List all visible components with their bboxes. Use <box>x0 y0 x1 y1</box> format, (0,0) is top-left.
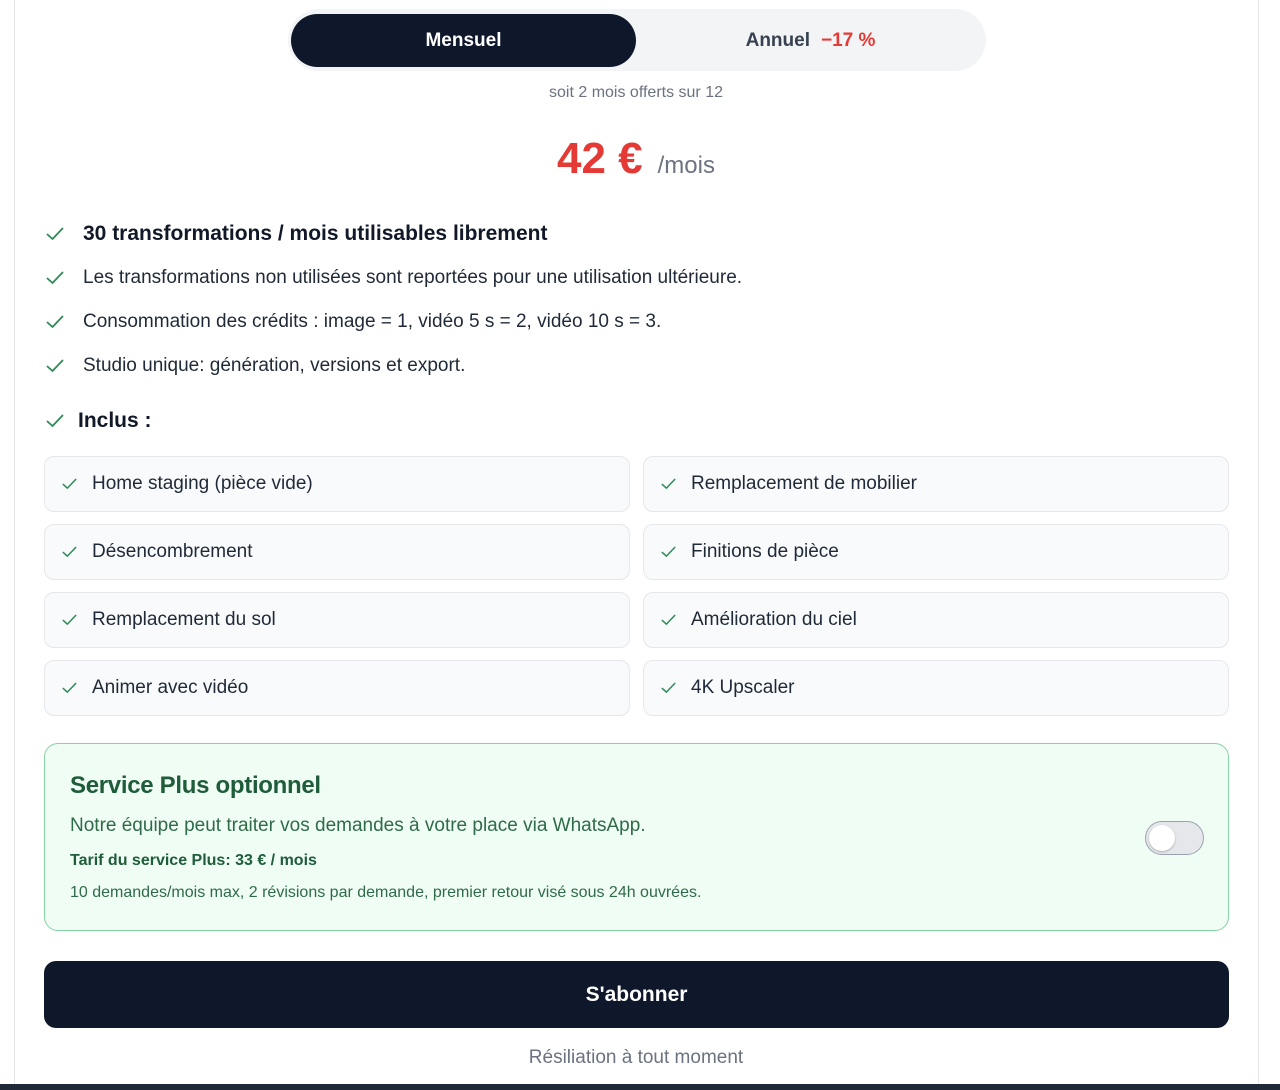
included-item <box>44 592 630 648</box>
included-title: Inclus : <box>78 409 152 432</box>
feature-text: Les transformations non utilisées sont reportées pour une utilisation ultérieure. <box>83 267 743 288</box>
included-item <box>44 456 630 512</box>
cancel-note: Résiliation à tout moment <box>528 1047 744 1068</box>
check-icon <box>46 227 83 241</box>
subscribe-button[interactable] <box>44 961 1229 1028</box>
monthly-option[interactable] <box>291 14 636 67</box>
billing-toggle <box>288 9 986 71</box>
included-item-label: 4K Upscaler <box>691 677 795 698</box>
feature-text: Consommation des crédits : image = 1, vidéo 5 s = 2, vidéo 10 s = 3. <box>83 311 662 332</box>
service-plus-limits: 10 demandes/mois max, 2 révisions par demande, premier retour visé sous 24h ouvrées. <box>70 884 702 901</box>
included-item-label: Amélioration du ciel <box>691 609 857 630</box>
monthly-label: Mensuel <box>425 29 502 51</box>
feature-item <box>46 256 1196 300</box>
check-icon <box>62 478 92 490</box>
service-plus-price: Tarif du service Plus: 33 € / mois <box>70 852 317 869</box>
included-item <box>643 660 1229 716</box>
included-item-label: Home staging (pièce vide) <box>92 473 313 494</box>
subscribe-label: S'abonner <box>585 982 688 1006</box>
included-item-label: Finitions de pièce <box>691 541 839 562</box>
included-heading <box>46 409 152 433</box>
included-item-label: Désencombrement <box>92 541 253 562</box>
toggle-knob <box>1149 825 1175 851</box>
check-icon <box>661 682 691 694</box>
feature-item <box>46 300 1196 344</box>
feature-text: Studio unique: génération, versions et export. <box>83 355 466 376</box>
included-grid <box>44 456 1229 716</box>
price <box>0 134 1272 184</box>
check-icon <box>661 614 691 626</box>
feature-item <box>46 212 1196 256</box>
price-period: /mois <box>657 152 715 179</box>
check-icon <box>62 682 92 694</box>
check-icon <box>46 315 83 329</box>
price-amount: 42 € <box>557 134 643 183</box>
annual-discount-badge: −17 % <box>820 29 876 51</box>
service-plus-panel <box>44 743 1229 931</box>
feature-item <box>46 344 1196 388</box>
check-icon <box>46 414 78 428</box>
included-item <box>643 524 1229 580</box>
savings-note: soit 2 mois offerts sur 12 <box>549 84 723 101</box>
service-plus-toggle[interactable] <box>1145 821 1204 855</box>
included-item <box>643 456 1229 512</box>
check-icon <box>46 271 83 285</box>
included-item <box>643 592 1229 648</box>
check-icon <box>661 546 691 558</box>
included-item <box>44 660 630 716</box>
feature-list <box>46 212 1196 388</box>
check-icon <box>62 614 92 626</box>
feature-text: 30 transformations / mois utilisables librement <box>83 222 548 245</box>
included-item <box>44 524 630 580</box>
check-icon <box>661 478 691 490</box>
bottom-edge <box>0 1084 1280 1090</box>
check-icon <box>46 359 83 373</box>
annual-option[interactable] <box>638 14 983 67</box>
included-item-label: Remplacement de mobilier <box>691 473 917 494</box>
included-item-label: Animer avec vidéo <box>92 677 249 698</box>
check-icon <box>62 546 92 558</box>
service-plus-title: Service Plus optionnel <box>70 772 321 799</box>
service-plus-description: Notre équipe peut traiter vos demandes à votre place via WhatsApp. <box>70 815 646 836</box>
annual-label: Annuel <box>745 29 810 51</box>
included-item-label: Remplacement du sol <box>92 609 276 630</box>
